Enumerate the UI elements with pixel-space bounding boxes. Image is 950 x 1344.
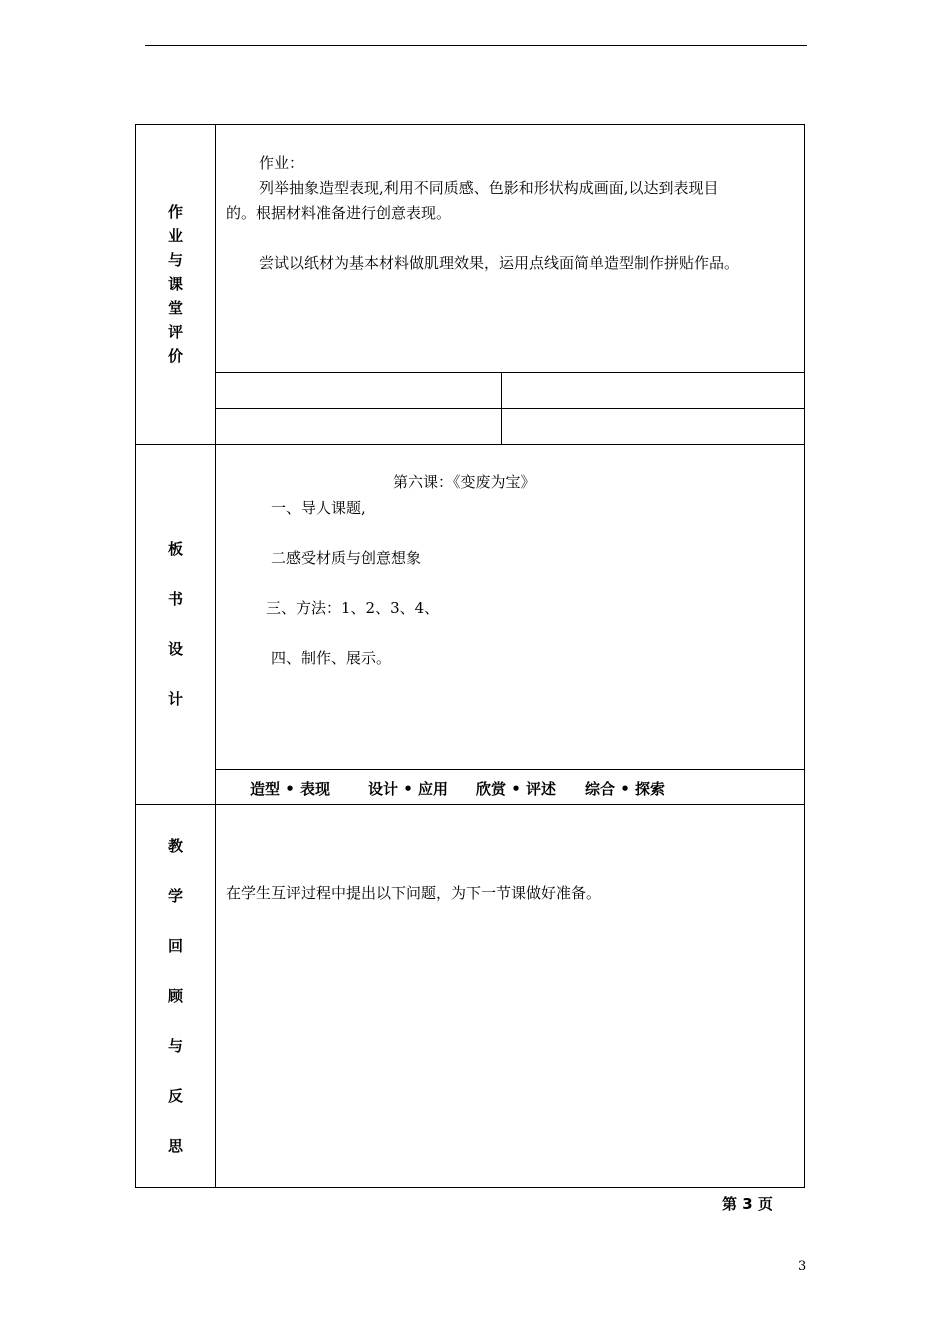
- label-char: 评: [167, 323, 183, 341]
- homework-line-1: 列举抽象造型表现,利用不同质感、色影和形状构成画面,以达到表现目: [259, 179, 719, 197]
- evaluation-grid: [216, 372, 804, 444]
- curriculum-categories: [216, 769, 804, 804]
- label-char: 教: [167, 836, 183, 855]
- label-char: 计: [167, 690, 183, 708]
- label-char: 作: [167, 203, 183, 221]
- label-char: 价: [167, 347, 183, 365]
- label-char: 书: [167, 590, 183, 608]
- reflection-text: 在学生互评过程中提出以下问题，为下一节课做好准备。: [226, 884, 602, 902]
- teaching-reflection-row: [135, 804, 805, 1188]
- page-number: 3: [798, 1259, 807, 1274]
- label-char: 设: [167, 640, 183, 658]
- outline-item-3: 三、方法：1、2、3、4、: [266, 599, 440, 617]
- evaluation-grid-row: [216, 372, 804, 408]
- category-label: 综合 • 探索: [585, 780, 666, 798]
- page-label: 第 3 页: [722, 1195, 773, 1213]
- outline-item-1: 一、导人课题,: [271, 499, 366, 517]
- homework-line-2: 的。根据材料准备进行创意表现。: [226, 204, 452, 222]
- label-char: 学: [167, 886, 183, 905]
- category-label: 造型 • 表现: [250, 780, 331, 798]
- homework-line-3: 尝试以纸材为基本材料做肌理效果，运用点线面简单造型制作拼贴作品。: [259, 254, 740, 272]
- teaching-reflection-content: [216, 805, 804, 1187]
- outline-item-2: 二感受材质与创意想象: [271, 549, 422, 567]
- label-char: 与: [167, 251, 183, 269]
- label-char: 堂: [167, 299, 183, 317]
- lesson-plan-table: [135, 124, 805, 1188]
- header-rule: [145, 45, 807, 46]
- evaluation-cell: [502, 373, 804, 408]
- label-char: 反: [167, 1086, 183, 1105]
- homework-evaluation-label: [136, 125, 216, 444]
- evaluation-grid-row: [216, 408, 804, 444]
- label-char: 思: [167, 1136, 183, 1155]
- evaluation-cell: [502, 409, 804, 444]
- homework-heading: 作业：: [259, 154, 305, 172]
- homework-evaluation-content: [216, 125, 804, 444]
- category-label: 设计 • 应用: [368, 780, 449, 798]
- label-char: 板: [167, 540, 183, 558]
- label-char: 课: [167, 275, 183, 293]
- outline-item-4: 四、制作、展示。: [271, 649, 392, 667]
- blackboard-design-content: [216, 445, 804, 804]
- blackboard-design-row: [135, 444, 805, 804]
- category-label: 欣赏 • 评述: [476, 780, 557, 798]
- label-char: 回: [167, 936, 183, 955]
- evaluation-cell: [216, 409, 502, 444]
- blackboard-design-label: [136, 445, 216, 804]
- label-char: 与: [167, 1036, 183, 1055]
- teaching-reflection-label: [136, 805, 216, 1187]
- homework-evaluation-row: [135, 124, 805, 444]
- lesson-title: 第六课：《变废为宝》: [393, 473, 536, 491]
- label-char: 顾: [167, 986, 183, 1005]
- evaluation-cell: [216, 373, 502, 408]
- label-char: 业: [167, 227, 183, 245]
